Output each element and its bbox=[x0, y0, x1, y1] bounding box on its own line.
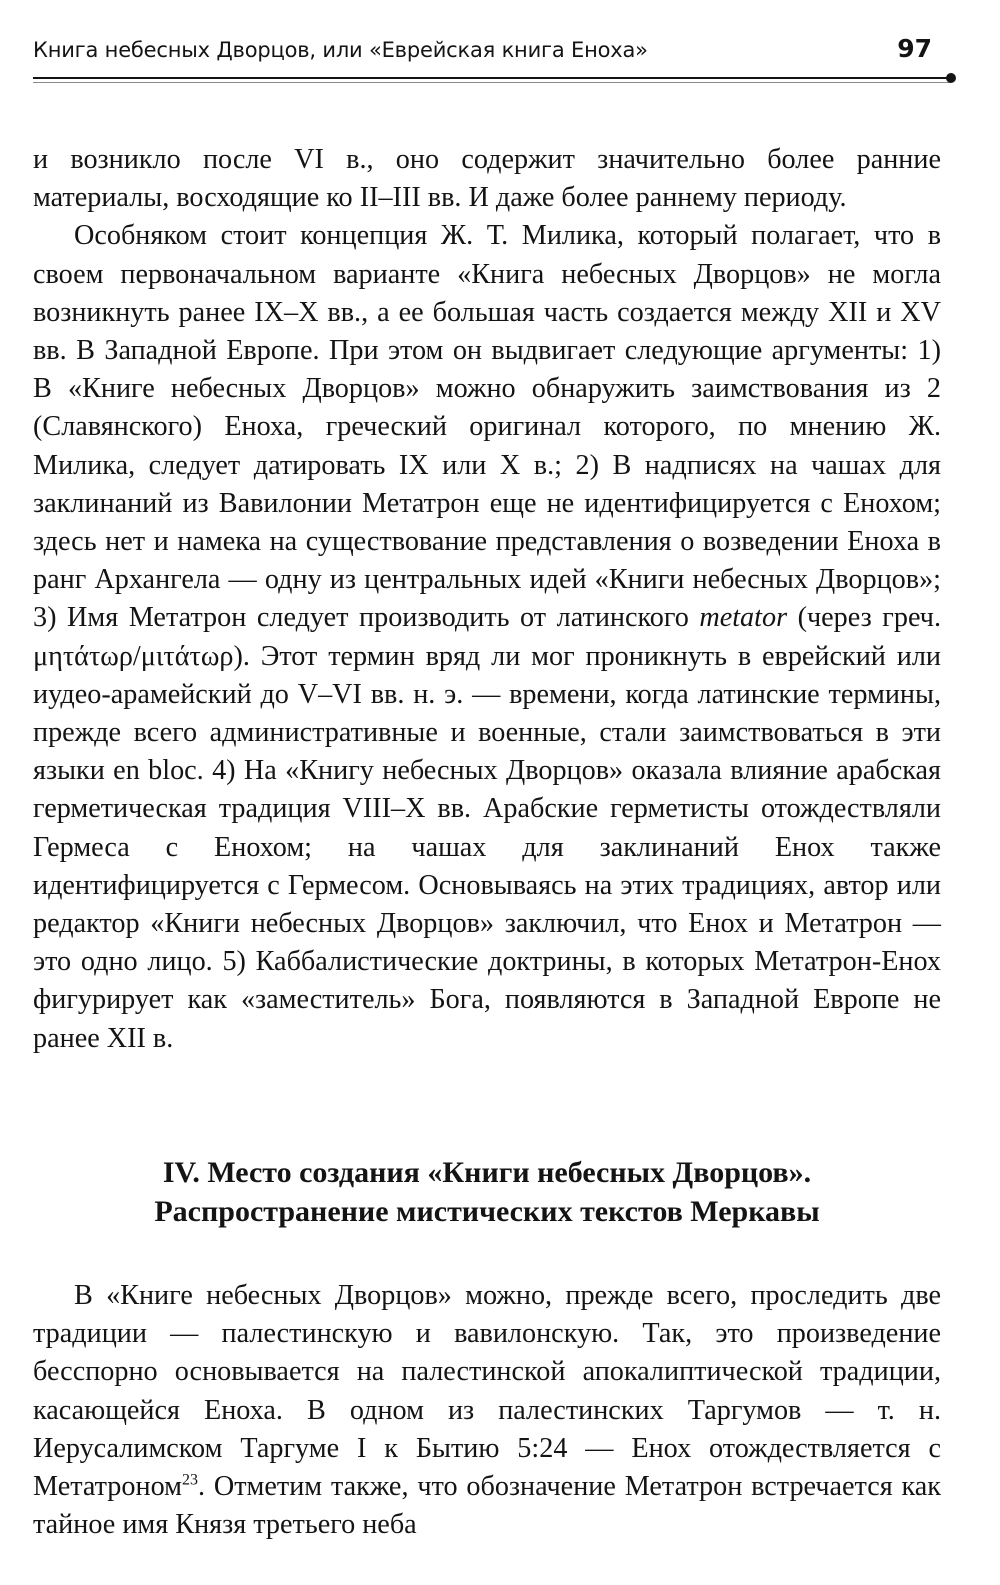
running-header bbox=[33, 34, 960, 74]
paragraph-text: Особняком стоит концепция Ж. Т. Милика, который полагает, что в своем первоначальном варианте «Книга небесных Дворцов» не могла возникнуть ранее IX–X вв., а ее большая часть создается между XII и XV вв. В Западной Европе. При этом он выдвигает следующие аргументы: 1) В «Книге небесных Дворцов» можно обнаружить заимствования из 2 (Славянского) Еноха, греческий оригинал которого, по мнению Ж. Милика, следует датировать IX или X в.; 2) В надписях на чашах для заклинаний из Вавилонии Метатрон еще не идентифицируется с Енохом; здесь нет и намека на существование представления о возведении Еноха в ранг Архангела — одну из центральных идей «Книги небесных Дворцов»; 3) Имя Метатрон следует производить от латинского bbox=[33, 220, 941, 634]
section-heading-line: IV. Место создания «Книги небесных Дворцов». bbox=[162, 1156, 812, 1189]
paragraph bbox=[33, 1277, 941, 1544]
paragraph-text-continued: . Отметим также, что обозначение Метатрон встречается как тайное имя Князя третьего неба bbox=[33, 1471, 941, 1541]
header-rule-dot bbox=[946, 73, 956, 83]
paragraph bbox=[33, 141, 941, 217]
running-title: Книга небесных Дворцов, или «Еврейская книга Еноха» bbox=[33, 38, 648, 62]
paragraph-text: и возникло после VI в., оно содержит значительно более ранние материалы, восходящие ко II–III вв. И даже более раннему периоду. bbox=[33, 144, 941, 214]
section-heading bbox=[33, 1153, 941, 1231]
paragraph-text: В «Книге небесных Дворцов» можно, прежде всего, проследить две традиции — палестинскую и вавилонскую. Так, это произведение бесспорно основывается на палестинской апокалиптической традиции, касающейся Еноха. В одном из палестинских Таргумов — т. н. Иерусалимском Таргуме I к Бытию 5:24 — Енох отождествляется с Метатроном bbox=[33, 1280, 941, 1503]
body-text-top bbox=[33, 141, 941, 1058]
paragraph bbox=[33, 217, 941, 1057]
italic-term: metator bbox=[699, 602, 788, 634]
footnote-marker[interactable]: 23 bbox=[181, 1471, 198, 1489]
paragraph-text-continued: (через греч. μητάτωρ/μιτάτωρ). Этот термин вряд ли мог проникнуть в еврейский или иудео-арамейский до V–VI вв. н. э. — времени, когда латинские термины, прежде всего административные и военные, стали заимствоваться в эти языки en bloc. 4) На «Книгу небесных Дворцов» оказала влияние арабская герметическая традиция VIII–X вв. Арабские герметисты отождествляли Гермеса с Енохом; на чашах для заклинаний Енох также идентифицируется с Гермесом. Основываясь на этих традициях, автор или редактор «Книги небесных Дворцов» заключил, что Енох и Метатрон — это одно лицо. 5) Каббалистические доктрины, в которых Метатрон-Енох фигурирует как «заместитель» Бога, появляются в Западной Европе не ранее XII в. bbox=[33, 602, 941, 1054]
header-rule bbox=[33, 77, 951, 79]
body-text-bottom bbox=[33, 1277, 941, 1544]
section-heading-line: Распространение мистических текстов Меркавы bbox=[154, 1195, 820, 1228]
header-rule-thin bbox=[33, 82, 951, 83]
page-number: 97 bbox=[897, 34, 932, 63]
